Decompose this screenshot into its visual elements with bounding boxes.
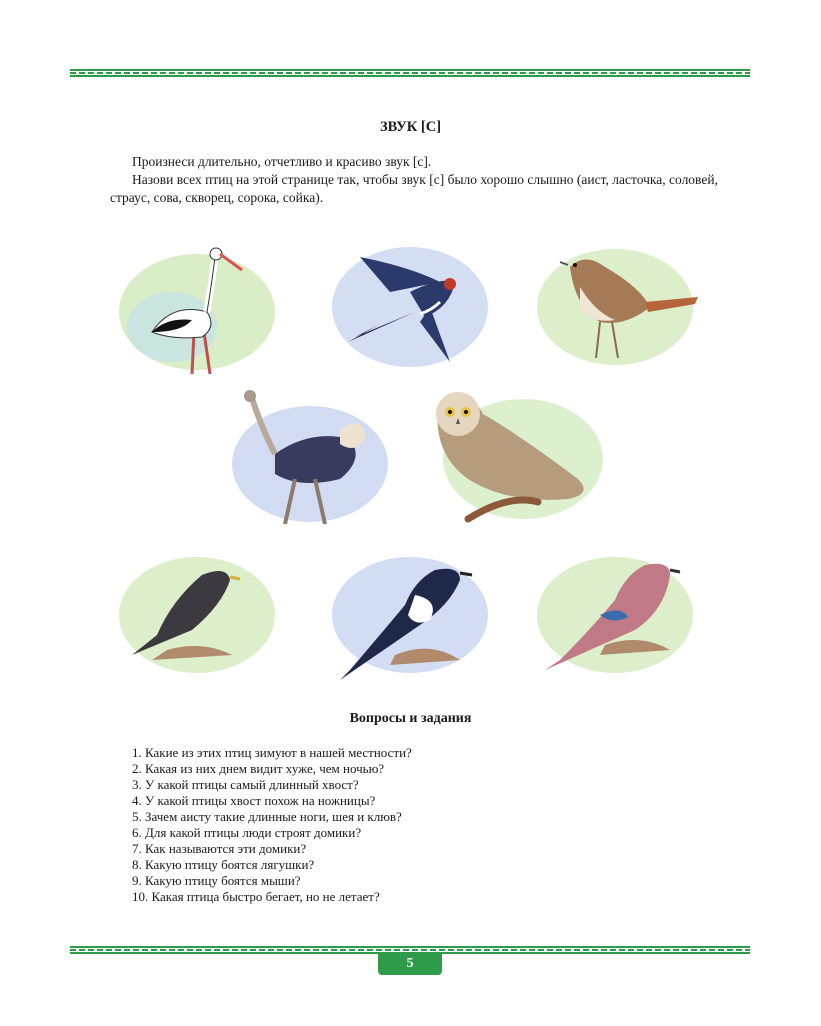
- question-item: 7. Как называются эти домики?: [132, 841, 307, 856]
- question-item: 9. Какую птицу боятся мыши?: [132, 873, 301, 888]
- intro-line-2: Назови всех птиц на этой странице так, чтобы звук [с] было хорошо слышно (аист, ласточка, соловей, страус, сова, скворец, сорока, сойка).: [110, 172, 718, 205]
- magpie-illustration: [320, 545, 500, 695]
- question-item: 4. У какой птицы хвост похож на ножницы?: [132, 793, 376, 808]
- question-item: 6. Для какой птицы люди строят домики?: [132, 825, 362, 840]
- top-border-rule: [70, 69, 750, 77]
- page-number: 5: [378, 953, 442, 975]
- question-item: 2. Какая из них днем видит хуже, чем ночью?: [132, 761, 385, 776]
- questions-list: [132, 745, 412, 905]
- question-item: 5. Зачем аисту такие длинные ноги, шея и клюв?: [132, 809, 402, 824]
- intro-line-1: Произнеси длительно, отчетливо и красиво звук [с].: [132, 154, 432, 169]
- page-title: ЗВУК [С]: [379, 119, 442, 135]
- jay-illustration: [530, 545, 710, 695]
- ostrich-illustration: [220, 384, 400, 534]
- swallow-illustration: [320, 232, 500, 382]
- question-item: 10. Какая птица быстро бегает, но не летает?: [132, 889, 380, 904]
- question-item: 8. Какую птицу боятся лягушки?: [132, 857, 315, 872]
- starling-illustration: [112, 545, 292, 695]
- question-item: 3. У какой птицы самый длинный хвост?: [132, 777, 359, 792]
- questions-heading: Вопросы и задания: [349, 711, 472, 726]
- question-item: 1. Какие из этих птиц зимуют в нашей местности?: [132, 745, 412, 760]
- owl-illustration: [428, 384, 608, 534]
- nightingale-illustration: [530, 232, 710, 382]
- stork-illustration: [112, 232, 292, 382]
